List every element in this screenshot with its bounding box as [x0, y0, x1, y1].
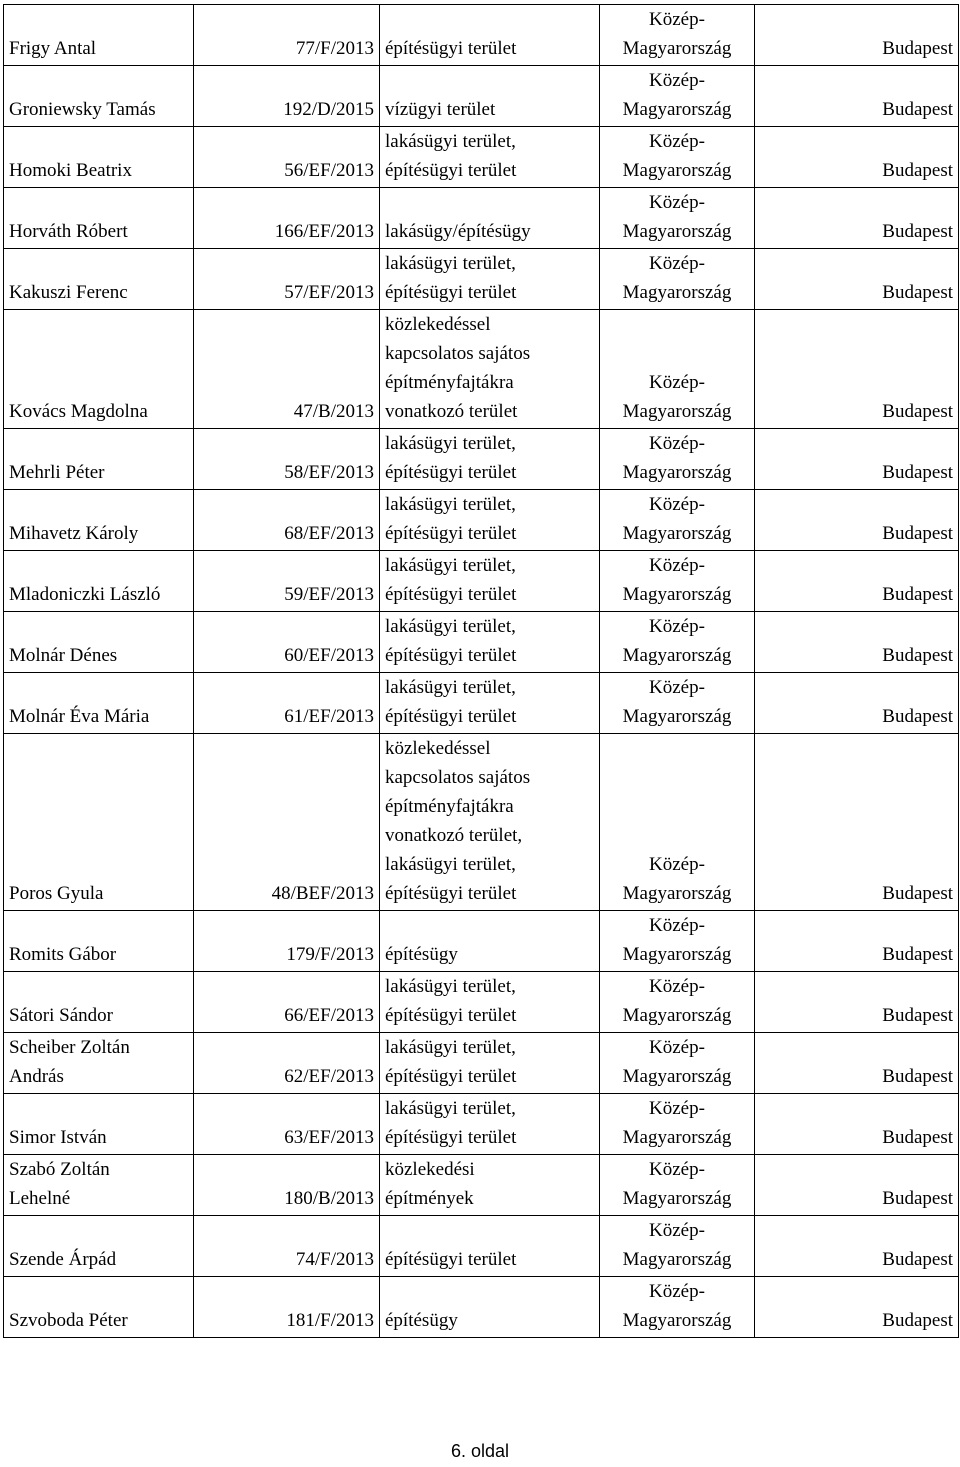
professional-area-cell: lakásügyi terület, építésügyi terület: [380, 673, 600, 734]
table-row: [4, 1033, 959, 1094]
person-name-cell: Mladoniczki László: [4, 551, 194, 612]
region-cell: Közép- Magyarország: [600, 1216, 755, 1277]
person-name-cell: Kakuszi Ferenc: [4, 249, 194, 310]
professional-area-cell: vízügyi terület: [380, 66, 600, 127]
professional-area-cell: lakásügy/építésügy: [380, 188, 600, 249]
registration-number-cell: 58/EF/2013: [194, 429, 380, 490]
region-cell: Közép- Magyarország: [600, 490, 755, 551]
table-row: [4, 1155, 959, 1216]
city-cell: Budapest: [755, 1277, 959, 1338]
city-cell: Budapest: [755, 249, 959, 310]
professional-area-cell: lakásügyi terület, építésügyi terület: [380, 612, 600, 673]
table-row: [4, 429, 959, 490]
table-row: [4, 249, 959, 310]
registration-number-cell: 192/D/2015: [194, 66, 380, 127]
city-cell: Budapest: [755, 673, 959, 734]
table-row: [4, 188, 959, 249]
region-cell: Közép- Magyarország: [600, 1033, 755, 1094]
person-name-cell: Scheiber Zoltán András: [4, 1033, 194, 1094]
professional-area-cell: építésügy: [380, 1277, 600, 1338]
registration-number-cell: 77/F/2013: [194, 5, 380, 66]
city-cell: Budapest: [755, 188, 959, 249]
table-row: [4, 66, 959, 127]
city-cell: Budapest: [755, 310, 959, 429]
region-cell: Közép- Magyarország: [600, 5, 755, 66]
region-cell: Közép- Magyarország: [600, 612, 755, 673]
registration-number-cell: 57/EF/2013: [194, 249, 380, 310]
professional-area-cell: lakásügyi terület, építésügyi terület: [380, 1094, 600, 1155]
region-cell: Közép- Magyarország: [600, 66, 755, 127]
page-number: 6. oldal: [450, 1441, 510, 1461]
professional-area-cell: lakásügyi terület, építésügyi terület: [380, 1033, 600, 1094]
registration-number-cell: 74/F/2013: [194, 1216, 380, 1277]
table-row: [4, 551, 959, 612]
professional-area-cell: építésügyi terület: [380, 5, 600, 66]
city-cell: Budapest: [755, 1033, 959, 1094]
registration-number-cell: 180/B/2013: [194, 1155, 380, 1216]
person-name-cell: Poros Gyula: [4, 734, 194, 911]
person-name-cell: Simor István: [4, 1094, 194, 1155]
table-row: [4, 1216, 959, 1277]
registry-table-body: [4, 5, 959, 1338]
professional-area-cell: közlekedéssel kapcsolatos sajátos építményfajtákra vonatkozó terület: [380, 310, 600, 429]
person-name-cell: Mehrli Péter: [4, 429, 194, 490]
registration-number-cell: 181/F/2013: [194, 1277, 380, 1338]
registration-number-cell: 63/EF/2013: [194, 1094, 380, 1155]
city-cell: Budapest: [755, 911, 959, 972]
person-name-cell: Szvoboda Péter: [4, 1277, 194, 1338]
table-row: [4, 972, 959, 1033]
person-name-cell: Frigy Antal: [4, 5, 194, 66]
region-cell: Közép- Magyarország: [600, 551, 755, 612]
city-cell: Budapest: [755, 734, 959, 911]
city-cell: Budapest: [755, 127, 959, 188]
registration-number-cell: 66/EF/2013: [194, 972, 380, 1033]
registration-number-cell: 60/EF/2013: [194, 612, 380, 673]
person-name-cell: Sátori Sándor: [4, 972, 194, 1033]
city-cell: Budapest: [755, 429, 959, 490]
table-row: [4, 1094, 959, 1155]
person-name-cell: Homoki Beatrix: [4, 127, 194, 188]
region-cell: Közép- Magyarország: [600, 1155, 755, 1216]
city-cell: Budapest: [755, 612, 959, 673]
region-cell: Közép- Magyarország: [600, 911, 755, 972]
person-name-cell: Horváth Róbert: [4, 188, 194, 249]
region-cell: Közép- Magyarország: [600, 249, 755, 310]
region-cell: Közép- Magyarország: [600, 1277, 755, 1338]
table-row: [4, 490, 959, 551]
region-cell: Közép- Magyarország: [600, 972, 755, 1033]
professional-area-cell: lakásügyi terület, építésügyi terület: [380, 972, 600, 1033]
registration-number-cell: 56/EF/2013: [194, 127, 380, 188]
person-name-cell: Romits Gábor: [4, 911, 194, 972]
table-row: [4, 5, 959, 66]
region-cell: Közép- Magyarország: [600, 188, 755, 249]
registration-number-cell: 179/F/2013: [194, 911, 380, 972]
professional-area-cell: közlekedési építmények: [380, 1155, 600, 1216]
registration-number-cell: 48/BEF/2013: [194, 734, 380, 911]
registration-number-cell: 59/EF/2013: [194, 551, 380, 612]
table-row: [4, 734, 959, 911]
table-row: [4, 1277, 959, 1338]
professional-area-cell: építésügy: [380, 911, 600, 972]
person-name-cell: Szende Árpád: [4, 1216, 194, 1277]
registration-number-cell: 68/EF/2013: [194, 490, 380, 551]
person-name-cell: Molnár Dénes: [4, 612, 194, 673]
city-cell: Budapest: [755, 66, 959, 127]
registration-number-cell: 61/EF/2013: [194, 673, 380, 734]
professional-area-cell: lakásügyi terület, építésügyi terület: [380, 429, 600, 490]
person-name-cell: Szabó Zoltán Lehelné: [4, 1155, 194, 1216]
registry-table: [3, 4, 959, 1338]
city-cell: Budapest: [755, 1155, 959, 1216]
city-cell: Budapest: [755, 5, 959, 66]
table-row: [4, 612, 959, 673]
city-cell: Budapest: [755, 1216, 959, 1277]
person-name-cell: Molnár Éva Mária: [4, 673, 194, 734]
table-row: [4, 673, 959, 734]
table-row: [4, 127, 959, 188]
city-cell: Budapest: [755, 551, 959, 612]
region-cell: Közép- Magyarország: [600, 310, 755, 429]
region-cell: Közép- Magyarország: [600, 429, 755, 490]
city-cell: Budapest: [755, 1094, 959, 1155]
region-cell: Közép- Magyarország: [600, 127, 755, 188]
region-cell: Közép- Magyarország: [600, 1094, 755, 1155]
professional-area-cell: lakásügyi terület, építésügyi terület: [380, 551, 600, 612]
registration-number-cell: 47/B/2013: [194, 310, 380, 429]
city-cell: Budapest: [755, 972, 959, 1033]
professional-area-cell: építésügyi terület: [380, 1216, 600, 1277]
person-name-cell: Mihavetz Károly: [4, 490, 194, 551]
registration-number-cell: 166/EF/2013: [194, 188, 380, 249]
table-row: [4, 310, 959, 429]
person-name-cell: Groniewsky Tamás: [4, 66, 194, 127]
professional-area-cell: lakásügyi terület, építésügyi terület: [380, 490, 600, 551]
city-cell: Budapest: [755, 490, 959, 551]
registration-number-cell: 62/EF/2013: [194, 1033, 380, 1094]
table-row: [4, 911, 959, 972]
professional-area-cell: lakásügyi terület, építésügyi terület: [380, 249, 600, 310]
professional-area-cell: közlekedéssel kapcsolatos sajátos építményfajtákra vonatkozó terület, lakásügyi terület, építésügyi terület: [380, 734, 600, 911]
region-cell: Közép- Magyarország: [600, 734, 755, 911]
region-cell: Közép- Magyarország: [600, 673, 755, 734]
person-name-cell: Kovács Magdolna: [4, 310, 194, 429]
professional-area-cell: lakásügyi terület, építésügyi terület: [380, 127, 600, 188]
